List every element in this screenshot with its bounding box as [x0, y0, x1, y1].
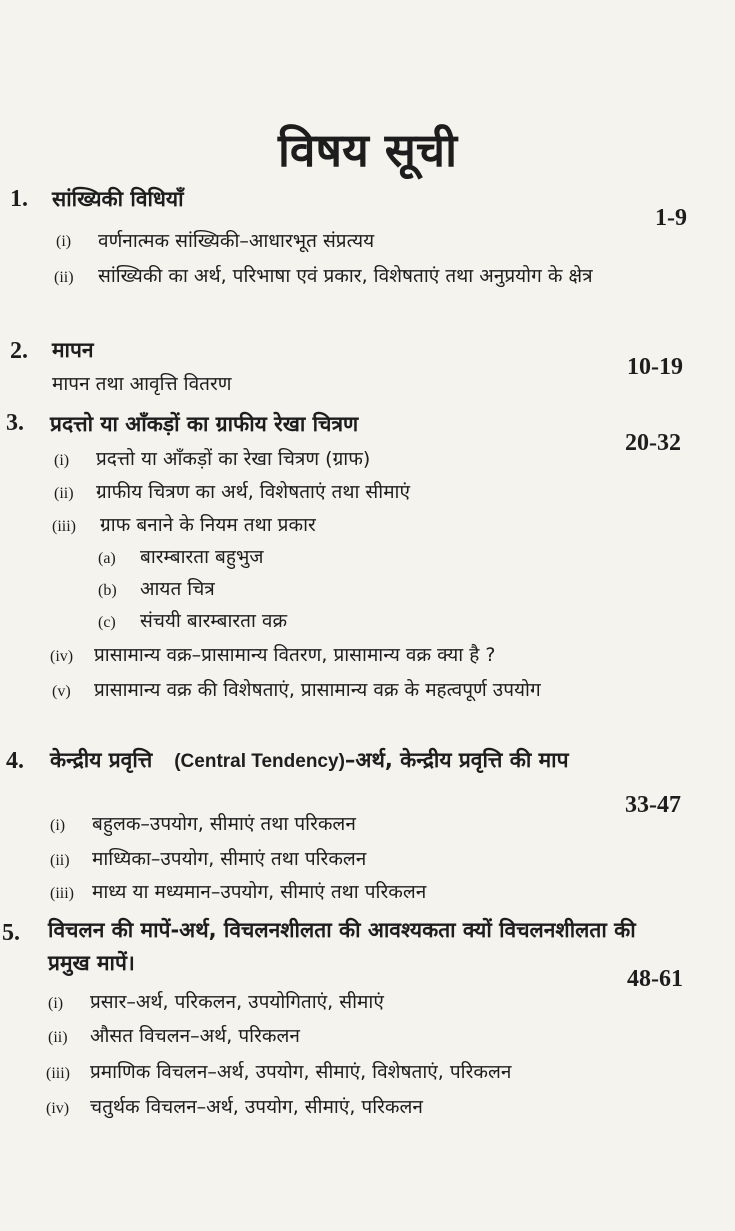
- list-item: संचयी बारम्बारता वक्र: [140, 610, 288, 632]
- item-marker: (iv): [50, 648, 74, 665]
- section-heading: मापन: [52, 338, 94, 362]
- heading-english-part: (Central Tendency): [174, 751, 345, 772]
- section-number: 5.: [2, 920, 20, 946]
- item-marker: (i): [56, 233, 72, 250]
- list-item: बारम्बारता बहुभुज: [140, 546, 264, 568]
- list-item: आयत चित्र: [140, 578, 215, 600]
- item-marker: (ii): [48, 1029, 68, 1046]
- item-marker: (i): [50, 817, 66, 834]
- page-title: विषय सूची: [278, 123, 457, 177]
- list-item: प्रासामान्य वक्र–प्रासामान्य वितरण, प्रासामान्य वक्र क्या है ?: [94, 644, 496, 666]
- heading-hindi-part: केन्द्रीय प्रवृत्ति: [50, 748, 153, 772]
- list-item: औसत विचलन–अर्थ, परिकलन: [90, 1025, 300, 1047]
- list-item: माध्य या मध्यमान–उपयोग, सीमाएं तथा परिकलन: [92, 881, 427, 903]
- item-marker: (ii): [54, 485, 74, 502]
- item-marker: (v): [52, 683, 71, 700]
- item-marker: (iii): [46, 1065, 70, 1082]
- section-number: 2.: [10, 338, 28, 364]
- item-marker: (a): [98, 550, 116, 567]
- list-item: वर्णनात्मक सांख्यिकी–आधारभूत संप्रत्यय: [98, 230, 375, 252]
- page-range: 20-32: [625, 430, 681, 456]
- item-marker: (b): [98, 582, 117, 599]
- section-text: मापन तथा आवृत्ति वितरण: [52, 373, 232, 395]
- item-marker: (iv): [46, 1100, 70, 1117]
- item-marker: (i): [54, 452, 70, 469]
- item-marker: (ii): [54, 269, 74, 286]
- list-item: ग्राफीय चित्रण का अर्थ, विशेषताएं तथा सीमाएं: [96, 481, 410, 503]
- list-item: चतुर्थक विचलन–अर्थ, उपयोग, सीमाएं, परिकलन: [90, 1096, 423, 1118]
- item-marker: (i): [48, 995, 64, 1012]
- section-heading: [50, 744, 680, 777]
- section-heading: सांख्यिकी विधियाँ: [52, 187, 184, 211]
- list-item: प्रमाणिक विचलन–अर्थ, उपयोग, सीमाएं, विशेषताएं, परिकलन: [90, 1061, 512, 1083]
- section-number: 4.: [6, 748, 24, 774]
- list-item: ग्राफ बनाने के नियम तथा प्रकार: [100, 514, 316, 536]
- item-marker: (iii): [52, 518, 76, 535]
- list-item: माध्यिका–उपयोग, सीमाएं तथा परिकलन: [92, 848, 367, 870]
- page-range: 33-47: [625, 792, 681, 818]
- list-item: प्रदत्तो या आँकड़ों का रेखा चित्रण (ग्राफ): [96, 448, 371, 470]
- list-item: बहुलक–उपयोग, सीमाएं तथा परिकलन: [92, 813, 356, 835]
- section-heading: प्रदत्तो या आँकड़ों का ग्राफीय रेखा चित्रण: [50, 412, 359, 436]
- page-range: 10-19: [627, 354, 683, 380]
- section-number: 1.: [10, 186, 28, 212]
- page-range: 48-61: [627, 966, 683, 992]
- page-range: 1-9: [655, 205, 687, 231]
- item-marker: (ii): [50, 852, 70, 869]
- list-item: प्रसार–अर्थ, परिकलन, उपयोगिताएं, सीमाएं: [90, 991, 384, 1013]
- item-marker: (c): [98, 614, 116, 631]
- section-number: 3.: [6, 410, 24, 436]
- item-marker: (iii): [50, 885, 74, 902]
- list-item: सांख्यिकी का अर्थ, परिभाषा एवं प्रकार, विशेषताएं तथा अनुप्रयोग के क्षेत्र: [98, 265, 593, 287]
- section-heading: विचलन की मापें-अर्थ, विचलनशीलता की आवश्यकता क्यों विचलनशीलता की प्रमुख मापें।: [48, 918, 636, 975]
- list-item: प्रासामान्य वक्र की विशेषताएं, प्रासामान्य वक्र के महत्वपूर्ण उपयोग: [94, 679, 541, 701]
- heading-hindi-part: –अर्थ, केन्द्रीय प्रवृत्ति की माप: [344, 748, 569, 772]
